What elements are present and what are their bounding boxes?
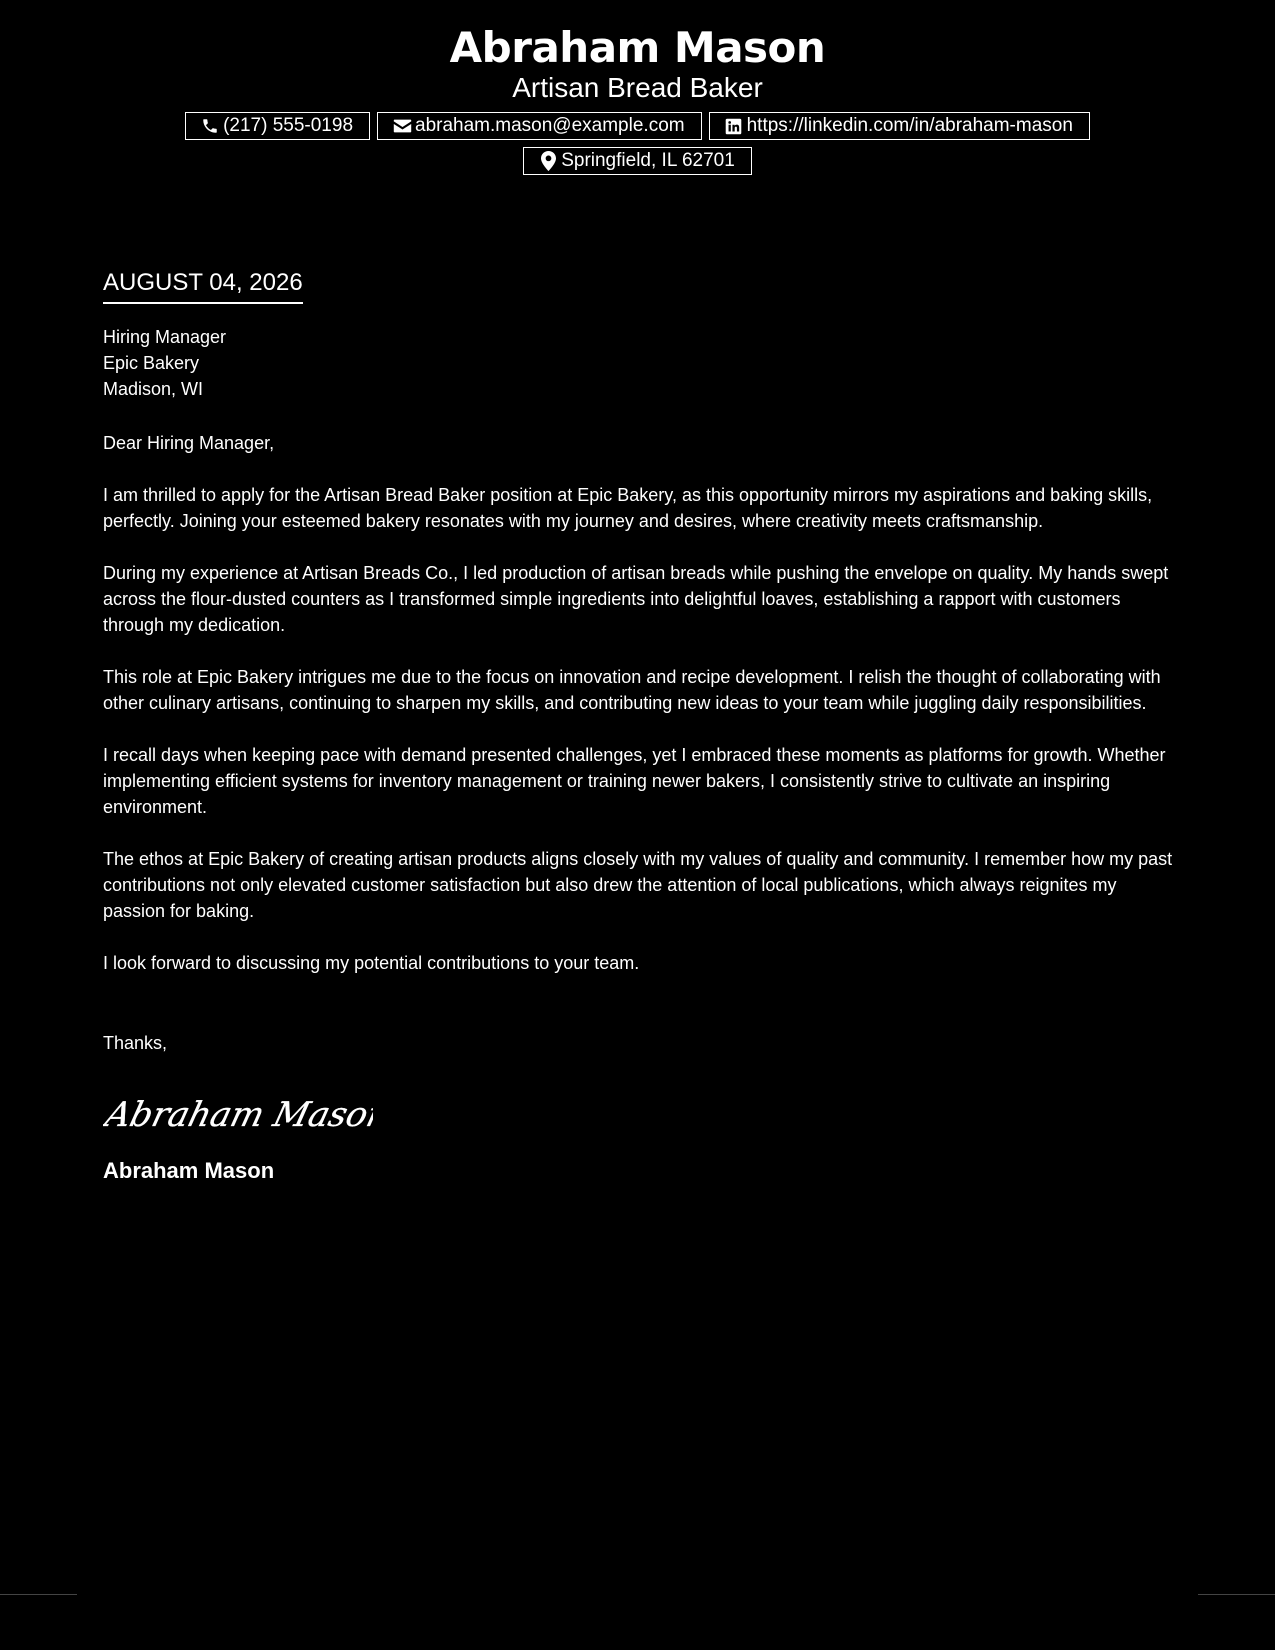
applicant-name: Abraham Mason [449, 23, 826, 72]
contact-phone-text: (217) 555-0198 [223, 115, 354, 136]
letter-date: AUGUST 04, 2026 [103, 266, 303, 304]
body-paragraph: I am thrilled to apply for the Artisan Bread Baker position at Epic Bakery, as this opportunity mirrors my aspirations and baking skills, perfectly. Joining your esteemed bakery resonates with my journey and desires, where creativity meets craftsmanship. [103, 485, 1153, 531]
recipient-line: Epic Bakery [103, 353, 200, 373]
phone-icon [200, 116, 220, 136]
handwritten-signature [103, 1088, 1175, 1138]
contact-phone[interactable] [185, 112, 370, 140]
body-paragraph: This role at Epic Bakery intrigues me due to the focus on innovation and recipe development. I relish the thought of collaborating with other culinary artisans, continuing to sharpen my skills, and contributing new ideas to your team while juggling daily responsibilities. [103, 667, 1161, 713]
closing: Thanks, [103, 1033, 168, 1053]
contact-location[interactable] [523, 147, 752, 175]
recipient-line: Madison, WI [103, 379, 204, 399]
body-paragraph: I recall days when keeping pace with demand presented challenges, yet I embraced these moments as platforms for growth. Whether implementing efficient systems for inventory management or training newer bakers, I consistently strive to cultivate an inspiring environment. [103, 745, 1166, 817]
letter-header [0, 22, 1275, 175]
map-marker-icon [538, 151, 558, 171]
footer-divider-left [0, 1594, 77, 1595]
body-paragraph: The ethos at Epic Bakery of creating artisan products aligns closely with my values of quality and community. I remember how my past contributions not only elevated customer satisfaction but also drew the attention of local publications, which always reignites my passion for baking. [103, 849, 1173, 921]
recipient-line: Hiring Manager [103, 327, 227, 347]
signed-name: Abraham Mason [103, 1158, 275, 1183]
svg-text:Abraham Mason: Abraham Mason [103, 1095, 373, 1135]
body-paragraph: During my experience at Artisan Breads Co., I led production of artisan breads while pushing the envelope on quality. My hands swept across the flour-dusted counters as I transformed simple ingredients into delightful loaves, establishing a rapport with customers through my dedication. [103, 563, 1169, 635]
contact-email[interactable] [377, 112, 702, 140]
footer-divider-right [1198, 1594, 1275, 1595]
recipient-block [103, 324, 1175, 402]
contact-list [0, 112, 1275, 175]
contact-location-text: Springfield, IL 62701 [561, 150, 735, 171]
contact-linkedin[interactable] [709, 112, 1090, 140]
greeting: Dear Hiring Manager, [103, 433, 275, 453]
letter-body [103, 266, 1175, 1186]
linkedin-icon [724, 116, 744, 136]
body-paragraph: I look forward to discussing my potential contributions to your team. [103, 953, 640, 973]
applicant-title: Artisan Bread Baker [512, 72, 763, 103]
envelope-icon [392, 116, 412, 136]
contact-linkedin-text: https://linkedin.com/in/abraham-mason [746, 115, 1073, 136]
contact-email-text: abraham.mason@example.com [415, 115, 685, 136]
